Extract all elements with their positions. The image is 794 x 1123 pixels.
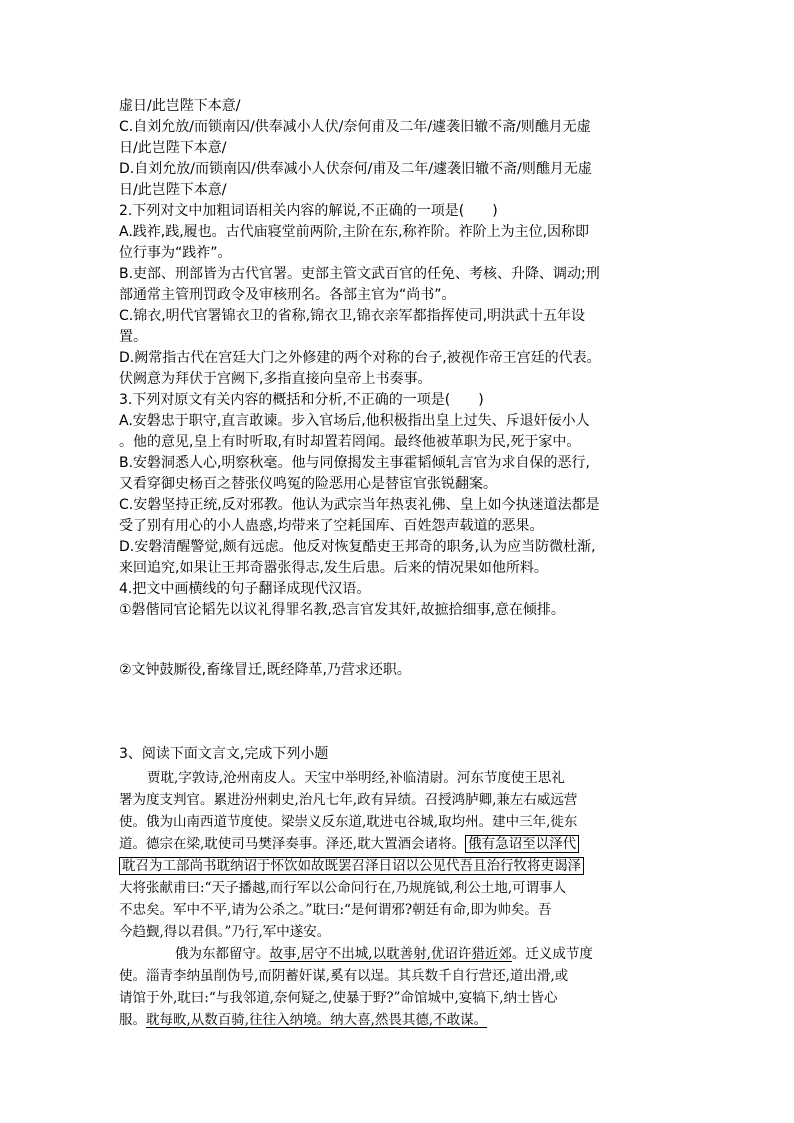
section3-heading: 3、阅读下面文言文,完成下列小题 bbox=[119, 746, 329, 762]
underlined-sentence-2: 耽每畋,从数百骑,往往入纳境。纳大喜,然畏其德,不敢谋。 bbox=[146, 1012, 488, 1028]
passage-p1-line7: 不忠矣。军中不平,请为公杀之。”耽曰:“是何谓邪?朝廷有命,即为帅矣。吾 bbox=[119, 902, 552, 918]
q3-option-a-line1: A.安磐忠于职守,直言敢谏。步入官场后,他积极指出皇上过失、斥退奸佞小人 bbox=[119, 413, 590, 429]
boxed-passage-continued: 耽召为工部尚书耽纳诏于怀饮如故既罢召泽日诏以公见代吾且治行牧将吏谒泽 bbox=[119, 857, 584, 875]
q2-option-c-line1: C.锦衣,明代官署锦衣卫的省称,锦衣卫,锦衣亲军都指挥使司,明洪武十五年设 bbox=[119, 308, 586, 324]
passage-p1-line2: 署为度支判官。累进汾州刺史,治凡七年,政有异绩。召授鸿胪卿,兼左右威远营 bbox=[119, 792, 578, 808]
passage-p1-line4: 道。德宗在梁,耽使司马樊泽奏事。泽还,耽大置酒会诸将。 俄有急诏至以泽代 bbox=[119, 833, 679, 855]
passage-p2-line1: 俄为东都留守。故事,居守不出城,以耽善射,优诏许猎近郊。迁义成节度 bbox=[175, 946, 593, 962]
q1-option-d-line2: 日/此岂陛下本意/ bbox=[119, 182, 227, 198]
passage-p1-line1: 贾耽,字敦诗,沧州南皮人。天宝中举明经,补临清尉。河东节度使王思礼 bbox=[147, 770, 565, 786]
q1-option-b-continuation: 虚日/此岂陛下本意/ bbox=[119, 98, 241, 114]
passage-p1-line3: 使。俄为山南西道节度使。梁崇义反东道,耽进屯谷城,取均州。建中三年,徙东 bbox=[119, 814, 578, 830]
q3-stem: 3.下列对原文有关内容的概括和分析,不正确的一项是( ) bbox=[119, 392, 484, 408]
q3-option-c-line1: C.安磐坚持正统,反对邪教。他认为武宗当年热衷礼佛、皇上如今执迷道法都是 bbox=[119, 497, 600, 513]
q1-option-c-line2: 日/此岂陛下本意/ bbox=[119, 140, 227, 156]
passage-p1-line5 bbox=[119, 855, 679, 877]
passage-p1-line8: 今趋觐,得以君俱。”乃行,军中遂安。 bbox=[119, 924, 331, 940]
q2-stem: 2.下列对文中加粗词语相关内容的解说,不正确的一项是( ) bbox=[119, 203, 498, 219]
q4-sentence-2: ②文钟鼓厮役,畜缘冒迁,既经降革,乃营求还职。 bbox=[119, 662, 411, 678]
passage-p2-line4: 服。耽每畋,从数百骑,往往入纳境。纳大喜,然畏其德,不敢谋。 bbox=[119, 1012, 488, 1028]
q2-option-b-line2: 部通常主管刑罚政令及审核刑名。各部主官为“尚书”。 bbox=[119, 287, 456, 303]
q3-option-c-line2: 受了别有用心的小人蛊惑,均带来了空耗国库、百姓怨声载道的恶果。 bbox=[119, 518, 544, 534]
q3-option-d-line1: D.安磐清醒警觉,颇有远虑。他反对恢复酷吏王邦奇的职务,认为应当防微杜渐, bbox=[119, 539, 596, 555]
q3-option-b-line2: 又看穿御史杨百之替张仪鸣冤的险恶用心是替宦官张锐翻案。 bbox=[119, 476, 497, 492]
q1-option-c-line1: C.自刘允放/而锁南囚/供奉减小人伏/奈何甫及二年/遽袭旧辙不斋/则醮月无虚 bbox=[119, 119, 591, 135]
q1-option-d-line1: D.自刘允放/而锁南囚/供奉减小人伏奈何/甫及二年/遽袭旧辙不斋/则醮月无虚 bbox=[119, 161, 592, 177]
q4-sentence-1: ①磐偕同官论韬先以议礼得罪名教,恐言官发其奸,故摭拾细事,意在倾排。 bbox=[119, 602, 565, 618]
underlined-sentence-1: 故事,居守不出城,以耽善射,优诏许猎近郊 bbox=[269, 946, 512, 962]
q4-stem: 4.把文中画横线的句子翻译成现代汉语。 bbox=[119, 581, 371, 597]
passage-p2-line2: 使。淄青李纳虽削伪号,而阴蓄奸谋,奚有以逞。其兵数千自行营还,道出滑,或 bbox=[119, 968, 569, 984]
q3-option-d-line2: 来回追究,如果让王邦奇嚣张得志,发生后患。后来的情况果如他所料。 bbox=[119, 560, 548, 576]
q2-option-d-line2: 伏阙意为拜伏于宫阙下,多指直接向皇帝上书奏事。 bbox=[119, 371, 432, 387]
q2-option-a-line2: 位行事为“践祚”。 bbox=[119, 245, 232, 261]
q3-option-b-line1: B.安磐洞悉人心,明察秋毫。他与同僚揭发主事霍韬倾轧言官为求自保的恶行, bbox=[119, 455, 590, 471]
passage-p1-line6: 大将张献甫曰:“天子播越,而行军以公命问行在,乃规旄钺,利公土地,可谓事人 bbox=[119, 880, 567, 896]
q2-option-a-line1: A.践祚,践,履也。古代庙寝堂前两阶,主阶在东,称祚阶。祚阶上为主位,因称即 bbox=[119, 224, 590, 240]
q2-option-d-line1: D.阙常指古代在宫廷大门之外修建的两个对称的台子,被视作帝王宫廷的代表。 bbox=[119, 350, 601, 366]
q2-option-c-line2: 置。 bbox=[119, 329, 147, 345]
boxed-passage-start: 俄有急诏至以泽代 bbox=[465, 835, 579, 853]
q3-option-a-line2: 。他的意见,皇上有时听取,有时却置若罔闻。最终他被革职为民,死于家中。 bbox=[119, 434, 581, 450]
q2-option-b-line1: B.吏部、刑部皆为古代官署。吏部主管文武百官的任免、考核、升降、调动;刑 bbox=[119, 266, 600, 282]
passage-p2-line3: 请馆于外,耽曰:“与我邻道,奈何疑之,使暴于野?”命馆城中,宴犒下,纳士皆心 bbox=[119, 990, 558, 1006]
